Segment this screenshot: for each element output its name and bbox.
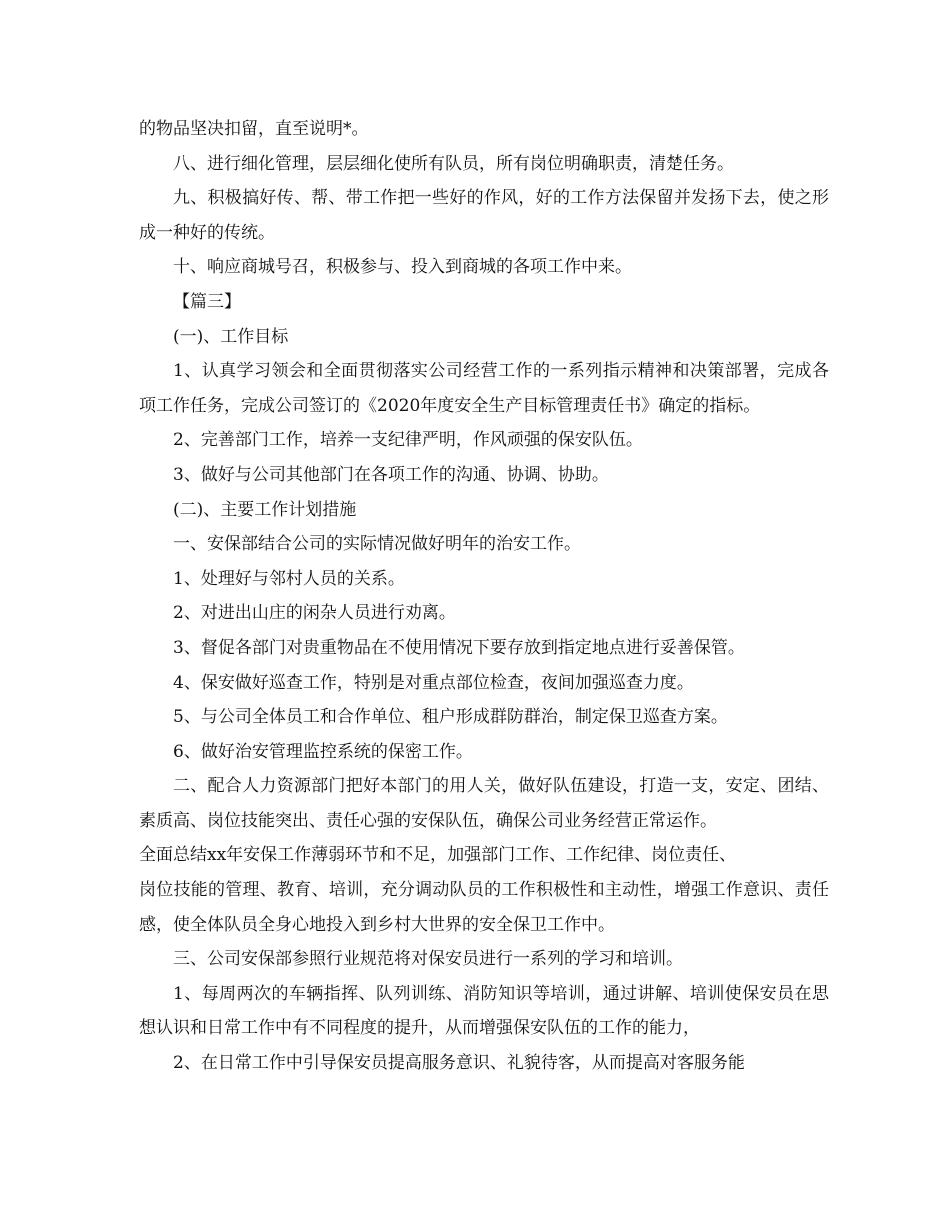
paragraph: 的物品坚决扣留，直至说明*。 [139,119,369,139]
paragraph: 1、处理好与邻村人员的关系。 [173,568,405,589]
paragraph: 三、公司安保部参照行业规范将对保安员进行一系列的学习和培训。 [173,949,683,970]
paragraph: 4、保安做好巡查工作，特别是对重点部位检查，夜间加强巡查力度。 [173,672,694,693]
paragraph: 二、配合人力资源部门把好本部门的用人关，做好队伍建设，打造一支，安定、团结、素质高、岗位技能突出、责任心强的安保队伍，确保公司业务经营正常运作。 [139,776,829,831]
paragraph: 2、在日常工作中引导保安员提高服务意识、礼貌待客，从而提高对客服务能 [173,1053,745,1074]
paragraph: 6、做好治安管理监控系统的保密工作。 [173,741,473,762]
document-body [139,112,829,1081]
subsection-heading: (二)、主要工作计划措施 [173,499,357,520]
paragraph: 一、安保部结合公司的实际情况做好明年的治安工作。 [173,534,581,555]
paragraph: 3、做好与公司其他部门在各项工作的沟通、协调、协助。 [173,464,609,485]
subsection-heading: (一)、工作目标 [173,326,289,347]
paragraph: 八、进行细化管理，层层细化使所有队员，所有岗位明确职责，清楚任务。 [173,153,734,174]
paragraph: 5、与公司全体员工和合作单位、租户形成群防群治，制定保卫巡查方案。 [173,707,728,728]
paragraph: 2、对进出山庄的闲杂人员进行劝离。 [173,603,456,624]
paragraph: 1、认真学习领会和全面贯彻落实公司经营工作的一系列指示精神和决策部署，完成各项工作任务，完成公司签订的《2020年度安全生产目标管理责任书》确定的指标。 [139,361,829,416]
paragraph: 1、每周两次的车辆指挥、队列训练、消防知识等培训，通过讲解、培训使保安员在思想认识和日常工作中有不同程度的提升，从而增强保安队伍的工作的能力， [139,983,829,1039]
paragraph: 九、积极搞好传、帮、带工作把一些好的作风，好的工作方法保留并发扬下去，使之形成一种好的传统。 [139,188,829,243]
paragraph: 全面总结xx年安保工作薄弱环节和不足，加强部门工作、工作纪律、岗位责任、 [139,845,737,866]
paragraph: 3、督促各部门对贵重物品在不使用情况下要存放到指定地点进行妥善保管。 [173,637,745,658]
paragraph: 2、完善部门工作，培养一支纪律严明，作风顽强的保安队伍。 [173,430,643,451]
section-heading: 【篇三】 [173,291,241,312]
paragraph: 岗位技能的管理、教育、培训，充分调动队员的工作积极性和主动性，增强工作意识、责任感，使全体队员全身心地投入到乡村大世界的安全保卫工作中。 [139,880,829,935]
paragraph: 十、响应商城号召，积极参与、投入到商城的各项工作中来。 [173,257,632,278]
